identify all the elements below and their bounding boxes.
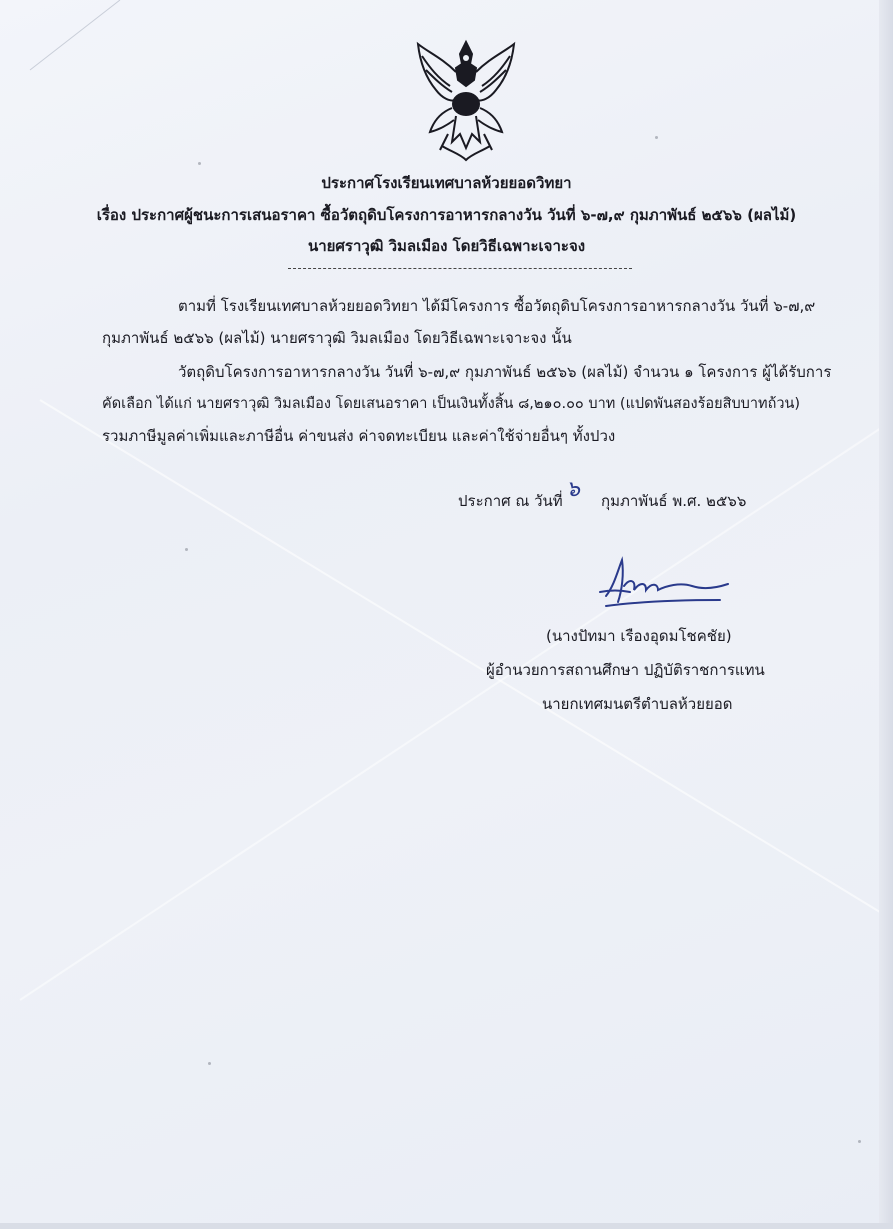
date-month-year: กุมภาพันธ์ พ.ศ. ๒๕๖๖ — [601, 492, 747, 510]
paragraph-2-line-2: คัดเลือก ได้แก่ นายศราวุฒิ วิมลเมือง โดยเสนอราคา เป็นเงินทั้งสิ้น ๘,๒๑๐.๐๐ บาท (แปดพันสองร้อยสิบบาทถ้วน) — [102, 396, 801, 412]
date-day-handwritten: ๖ — [566, 477, 580, 502]
garuda-emblem-icon — [412, 38, 520, 164]
document-title: ประกาศโรงเรียนเทศบาลห้วยยอดวิทยา — [321, 174, 572, 192]
paragraph-2-line-1: วัตถุดิบโครงการอาหารกลางวัน วันที่ ๖-๗,๙ กุมภาพันธ์ ๒๕๖๖ (ผลไม้) จำนวน ๑ โครงการ ผู้ได้รับการ — [178, 363, 832, 381]
signatory-on-behalf: นายกเทศมนตรีตำบลห้วยยอด — [542, 695, 733, 713]
signatory-position: ผู้อำนวยการสถานศึกษา ปฏิบัติราชการแทน — [486, 661, 765, 679]
paragraph-1-line-1: ตามที่ โรงเรียนเทศบาลห้วยยอดวิทยา ได้มีโครงการ ซื้อวัตถุดิบโครงการอาหารกลางวัน วันที่ ๖-๗,๙ — [178, 297, 816, 315]
signatory-name: (นางปัทมา เรืองอุดมโชคชัย) — [546, 627, 732, 645]
vendor-line: นายศราวุฒิ วิมลเมือง โดยวิธีเฉพาะเจาะจง — [307, 237, 586, 255]
handwritten-signature-icon — [596, 556, 736, 614]
scan-bottom-edge — [0, 1223, 893, 1229]
paragraph-2-line-3: รวมภาษีมูลค่าเพิ่มและภาษีอื่น ค่าขนส่ง ค่าจดทะเบียน และค่าใช้จ่ายอื่นๆ ทั้งปวง — [102, 427, 616, 445]
paragraph-1-line-2: กุมภาพันธ์ ๒๕๖๖ (ผลไม้) นายศราวุฒิ วิมลเมือง โดยวิธีเฉพาะเจาะจง นั้น — [102, 329, 572, 347]
date-prefix: ประกาศ ณ วันที่ — [458, 492, 563, 510]
document-subject: เรื่อง ประกาศผู้ชนะการเสนอราคา ซื้อวัตถุดิบโครงการอาหารกลางวัน วันที่ ๖-๗,๙ กุมภาพันธ์ ๒๕๖๖ (ผลไม้) — [96, 206, 797, 224]
